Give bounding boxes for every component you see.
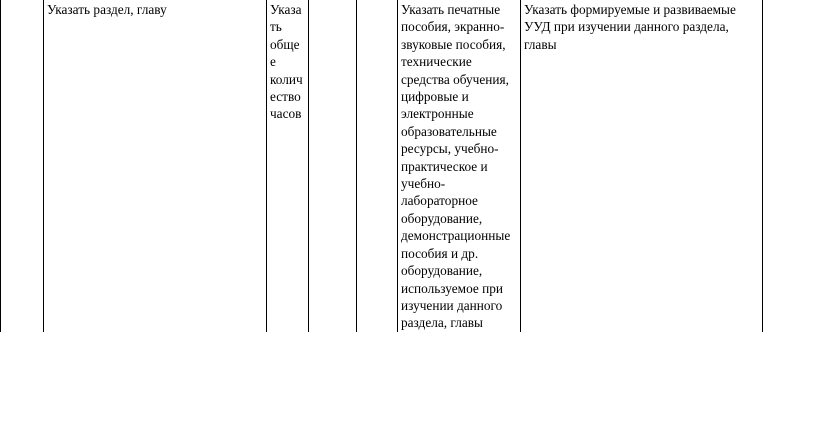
table-row [1, 0, 763, 332]
resources-header-text: Указать печатные пособия, экранно-звуковые пособия, технические средства обучения, цифровые и электронные образовательные ресурсы, учебно-практическое и учебно-лабораторное оборудование, демонстрационные пособия и др. оборудование, используемое при изучении данного раздела, главы [401, 2, 511, 331]
table-cell-section [44, 0, 267, 332]
hours-header-text: Указа ть обще е колич ество часов [270, 2, 303, 122]
table-cell-empty-2 [357, 0, 398, 332]
table-cell-empty-1 [309, 0, 357, 332]
table-cell-resources [398, 0, 521, 332]
section-header-text: Указать раздел, главу [47, 2, 167, 17]
table-cell-uud [521, 0, 763, 332]
table-cell-number [1, 0, 44, 332]
uud-header-text: Указать формируемые и развиваемые УУД при изучении данного раздела, главы [524, 2, 736, 52]
table-cell-hours [267, 0, 309, 332]
